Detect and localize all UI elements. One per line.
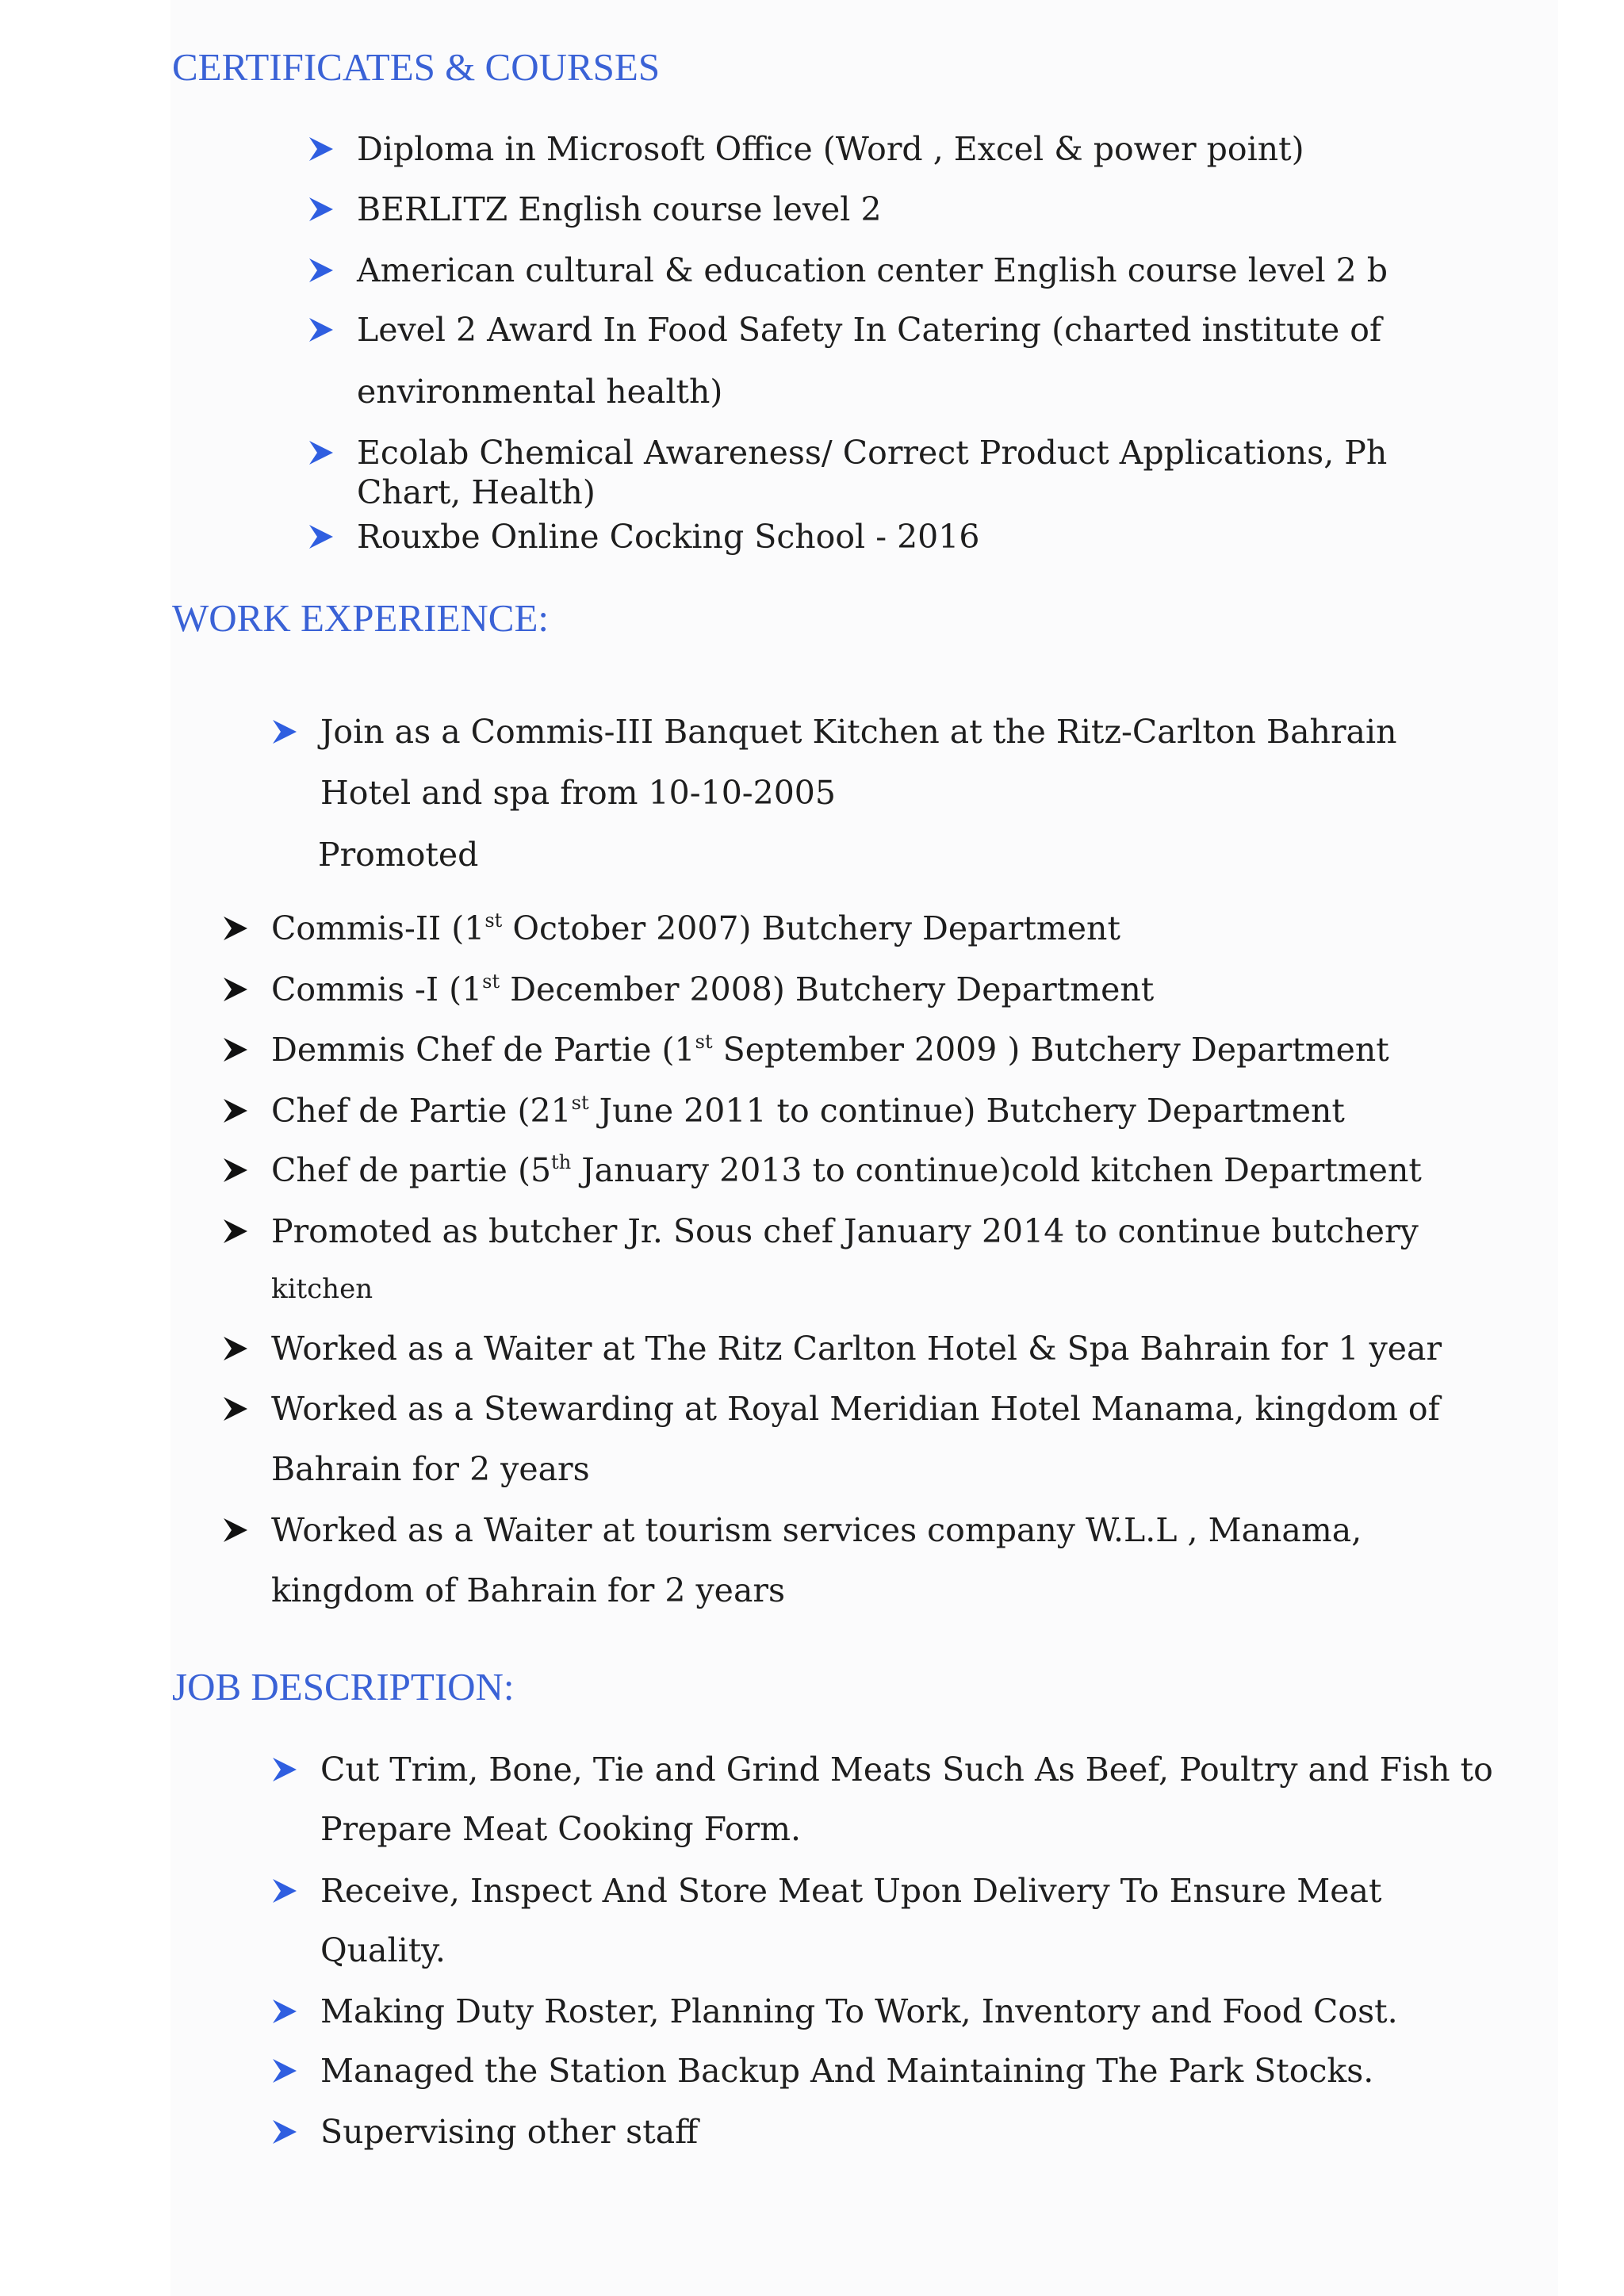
job-item-continuation: Prepare Meat Cooking Form. (320, 1810, 802, 1848)
work-experience-heading: WORK EXPERIENCE: (172, 596, 549, 640)
certificate-item: Diploma in Microsoft Office (Word , Excel & power point) (357, 119, 1304, 179)
position-item: Worked as a Waiter at The Ritz Carlton Hotel & Spa Bahrain for 1 year (271, 1318, 1442, 1379)
arrowhead-bullet-icon (308, 257, 335, 284)
arrowhead-bullet-icon (222, 915, 249, 942)
arrowhead-bullet-icon (308, 136, 335, 163)
position-item: Commis -I (1st December 2008) Butchery Department (271, 959, 1154, 1020)
arrowhead-bullet-icon (222, 1218, 249, 1245)
arrowhead-bullet-icon (271, 1998, 298, 2025)
position-item-continuation: kitchen (271, 1273, 373, 1305)
position-item-continuation: Bahrain for 2 years (271, 1450, 590, 1488)
job-item: Managed the Station Backup And Maintaining The Park Stocks. (320, 2041, 1373, 2101)
arrowhead-bullet-icon (222, 976, 249, 1003)
certificate-item: Rouxbe Online Cocking School - 2016 (357, 507, 979, 567)
arrowhead-bullet-icon (308, 196, 335, 223)
position-item: Chef de Partie (21st June 2011 to continue) Butchery Department (271, 1081, 1345, 1141)
certificate-item: Level 2 Award In Food Safety In Catering (charted institute of (357, 300, 1381, 360)
arrowhead-bullet-icon (222, 1395, 249, 1422)
certificate-item: BERLITZ English course level 2 (357, 179, 882, 239)
position-item: Commis-II (1st October 2007) Butchery Department (271, 898, 1120, 959)
certificate-item: American cultural & education center English course level 2 b (357, 240, 1388, 300)
position-item: Promoted as butcher Jr. Sous chef January 2014 to continue butchery (271, 1201, 1419, 1261)
work-item: Join as a Commis-III Banquet Kitchen at the Ritz-Carlton Bahrain (320, 702, 1397, 762)
arrowhead-bullet-icon (222, 1157, 249, 1184)
arrowhead-bullet-icon (308, 316, 335, 343)
certificate-item-continuation: Chart, Health) (357, 473, 596, 511)
position-item: Worked as a Stewarding at Royal Meridian Hotel Manama, kingdom of (271, 1379, 1440, 1439)
work-item-continuation: Hotel and spa from 10-10-2005 (320, 774, 836, 812)
arrowhead-bullet-icon (271, 1756, 298, 1783)
position-item: Worked as a Waiter at tourism services company W.L.L , Manama, (271, 1500, 1362, 1560)
arrowhead-bullet-icon (222, 1036, 249, 1063)
arrowhead-bullet-icon (222, 1517, 249, 1544)
arrowhead-bullet-icon (308, 439, 335, 466)
certificate-item: Ecolab Chemical Awareness/ Correct Product Applications, Ph (357, 423, 1387, 483)
job-item: Cut Trim, Bone, Tie and Grind Meats Such As Beef, Poultry and Fish to (320, 1739, 1493, 1800)
arrowhead-bullet-icon (222, 1097, 249, 1124)
job-item: Supervising other staff (320, 2102, 698, 2162)
position-item: Demmis Chef de Partie (1st September 2009 ) Butchery Department (271, 1020, 1389, 1080)
arrowhead-bullet-icon (308, 523, 335, 550)
certificate-item-continuation: environmental health) (357, 373, 723, 411)
arrowhead-bullet-icon (271, 718, 298, 745)
job-description-heading: JOB DESCRIPTION: (172, 1665, 515, 1709)
arrowhead-bullet-icon (271, 1877, 298, 1904)
arrowhead-bullet-icon (222, 1335, 249, 1362)
certificates-heading: CERTIFICATES & COURSES (172, 45, 661, 89)
arrowhead-bullet-icon (271, 2057, 298, 2084)
job-item-continuation: Quality. (320, 1931, 446, 1969)
job-item: Making Duty Roster, Planning To Work, Inventory and Food Cost. (320, 1981, 1398, 2042)
promoted-label: Promoted (318, 836, 479, 874)
job-item: Receive, Inspect And Store Meat Upon Delivery To Ensure Meat (320, 1861, 1381, 1921)
arrowhead-bullet-icon (271, 2118, 298, 2145)
position-item: Chef de partie (5th January 2013 to continue)cold kitchen Department (271, 1140, 1422, 1200)
position-item-continuation: kingdom of Bahrain for 2 years (271, 1571, 786, 1609)
